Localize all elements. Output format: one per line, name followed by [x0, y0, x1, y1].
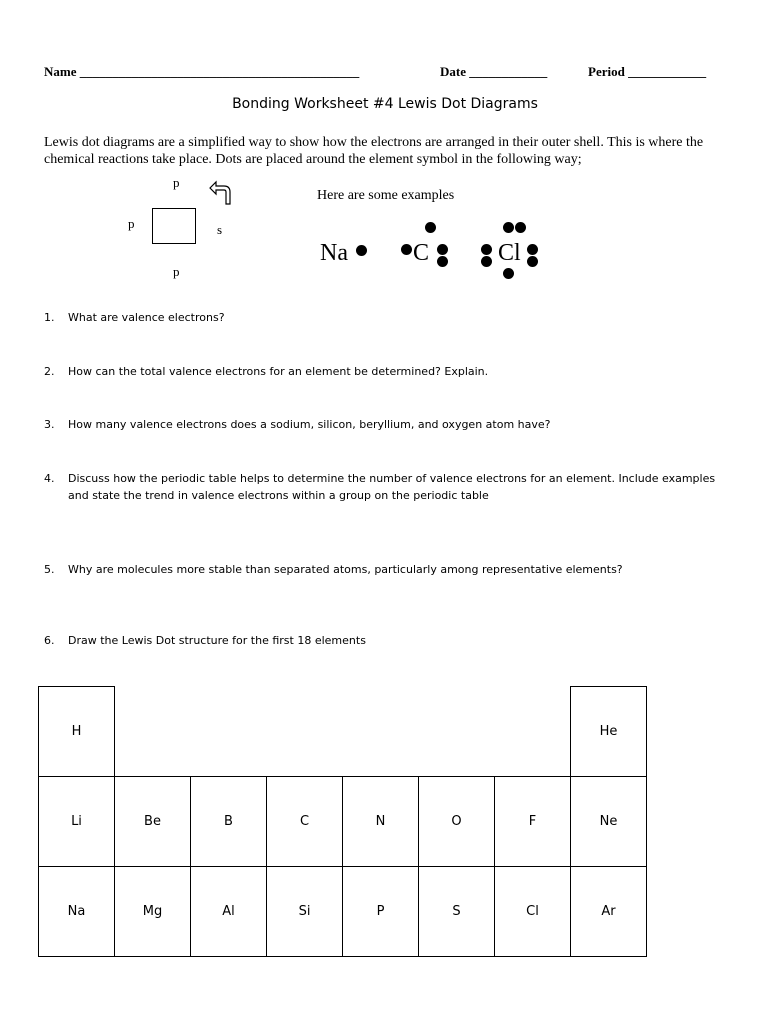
element-cell[interactable]: P: [343, 867, 419, 957]
table-row: [39, 687, 647, 777]
question-4-number: 4.: [44, 472, 55, 485]
element-symbol-box: [152, 208, 196, 244]
electron-dot: [527, 244, 538, 255]
question-5-text: Why are molecules more stable than separated atoms, particularly among representative elements?: [68, 563, 623, 576]
electron-dot: [503, 268, 514, 279]
diagram-left-label: p: [128, 216, 135, 231]
element-cell[interactable]: Na: [39, 867, 115, 957]
electron-dot: [437, 256, 448, 267]
element-cell[interactable]: Al: [191, 867, 267, 957]
element-cell[interactable]: B: [191, 777, 267, 867]
question-5-number: 5.: [44, 563, 55, 576]
date-field-label: Date ____________: [440, 64, 548, 79]
electron-dot: [401, 244, 412, 255]
question-3-text: How many valence electrons does a sodium, silicon, beryllium, and oxygen atom have?: [68, 418, 551, 431]
period-field-label: Period ____________: [588, 64, 707, 79]
element-cell[interactable]: Be: [115, 777, 191, 867]
name-field-label: Name ___________________________________________: [44, 64, 360, 79]
table-row: [39, 777, 647, 867]
table-row: [39, 867, 647, 957]
element-cell[interactable]: N: [343, 777, 419, 867]
diagram-right-label: s: [217, 222, 223, 237]
examples-label: Here are some examples: [317, 188, 455, 203]
question-2-number: 2.: [44, 365, 55, 378]
question-6-text: Draw the Lewis Dot structure for the first 18 elements: [68, 634, 366, 647]
question-3-number: 3.: [44, 418, 55, 431]
electron-dot: [356, 245, 367, 256]
element-cell[interactable]: Mg: [115, 867, 191, 957]
electron-dot: [481, 244, 492, 255]
question-1-text: What are valence electrons?: [68, 311, 225, 324]
element-cell[interactable]: S: [419, 867, 495, 957]
element-cell[interactable]: Ne: [571, 777, 647, 867]
curved-arrow-icon: [206, 178, 236, 213]
table-gap: [115, 687, 571, 777]
electron-dot: [437, 244, 448, 255]
example-symbol-cl: Cl: [498, 240, 521, 266]
element-cell[interactable]: Si: [267, 867, 343, 957]
electron-dot: [481, 256, 492, 267]
element-cell[interactable]: F: [495, 777, 571, 867]
diagram-bottom-label: p: [173, 264, 180, 279]
electron-dot: [515, 222, 526, 233]
question-1-number: 1.: [44, 311, 55, 324]
element-cell-h[interactable]: H: [39, 687, 115, 777]
element-cell[interactable]: O: [419, 777, 495, 867]
element-cell[interactable]: Ar: [571, 867, 647, 957]
electron-dot: [527, 256, 538, 267]
question-2-text: How can the total valence electrons for an element be determined? Explain.: [68, 365, 489, 378]
example-symbol-na: Na: [320, 240, 348, 266]
question-4-text: Discuss how the periodic table helps to determine the number of valence electrons for an element. Include examples and state the trend in valence electrons within a group on the periodic table: [68, 472, 716, 502]
worksheet-title: Bonding Worksheet #4 Lewis Dot Diagrams: [232, 96, 538, 112]
electron-dot: [503, 222, 514, 233]
periodic-table-grid: [38, 686, 647, 957]
intro-paragraph: Lewis dot diagrams are a simplified way to show how the electrons are arranged in their outer shell. This is where the chemical reactions take place. Dots are placed around the element symbol in the following way;: [44, 135, 704, 167]
element-cell[interactable]: Li: [39, 777, 115, 867]
diagram-top-label: p: [173, 175, 180, 190]
example-symbol-c: C: [413, 240, 430, 266]
electron-dot: [425, 222, 436, 233]
element-cell[interactable]: Cl: [495, 867, 571, 957]
question-6-number: 6.: [44, 634, 55, 647]
element-cell-he[interactable]: He: [571, 687, 647, 777]
element-cell[interactable]: C: [267, 777, 343, 867]
